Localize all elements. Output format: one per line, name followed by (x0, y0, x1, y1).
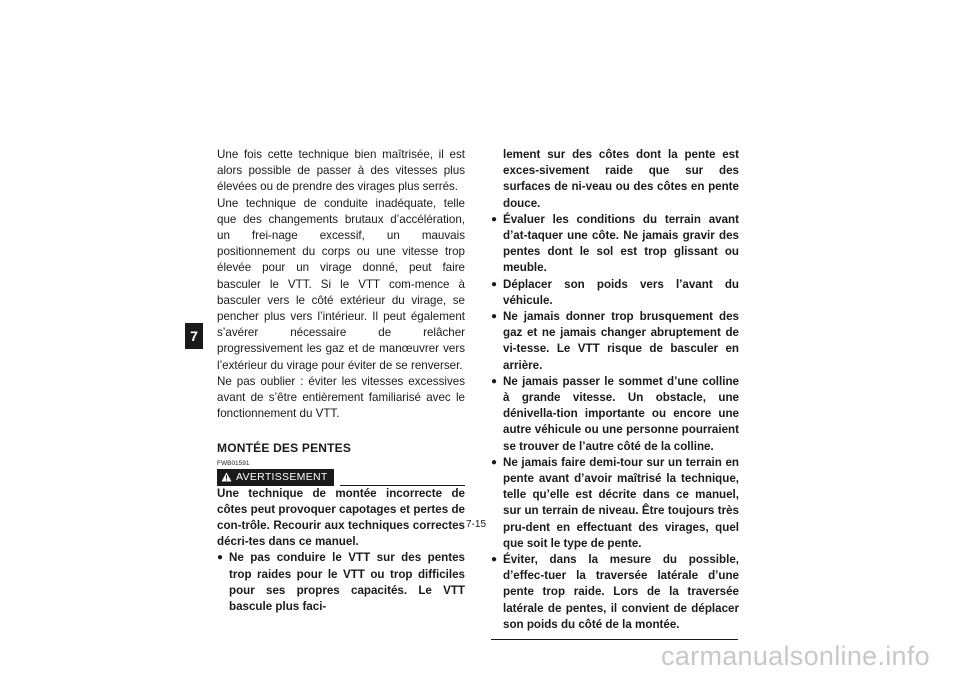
section-heading: MONTÉE DES PENTES (217, 441, 352, 456)
bullet-icon: ● (491, 213, 498, 225)
list-item (491, 455, 739, 552)
warning-label: AVERTISSEMENT (236, 471, 328, 484)
bullet-icon: ● (491, 375, 498, 387)
bullet-icon: ● (491, 278, 498, 290)
list-item-text: Déplacer son poids vers l’avant du véhicule. (503, 277, 739, 307)
watermark[interactable]: carmanualsonline.info (661, 641, 930, 671)
bullet-icon: ● (491, 456, 498, 468)
list-item (491, 552, 739, 633)
warning-triangle-icon (221, 472, 232, 482)
list-item (491, 374, 739, 455)
warning-bullets-right (491, 212, 739, 633)
list-item-text: Ne pas conduire le VTT sur des pentes trop raides pour le VTT ou trop difficiles pour ses propres capacités. Le VTT bascule plus faci- (229, 551, 465, 614)
warning-text: Une technique de montée incorrecte de côtes peut provoquer capotages et pertes de con-trôle. Recourir aux techniques correctes décri-tes dans ce manuel. (217, 486, 465, 549)
right-column (491, 147, 739, 640)
list-item-text: Éviter, dans la mesure du possible, d’effec-tuer la traversée latérale d’une pente trop raide. Lors de la traversée latérale de pentes, il convient de déplacer son poids du côté de la montée. (503, 553, 739, 631)
list-item-text: Ne jamais donner trop brusquement des gaz et ne jamais changer abruptement de vi-tesse. Le VTT risque de basculer en arrière. (503, 310, 739, 372)
list-item (217, 550, 465, 615)
warning-bullets-left (217, 550, 465, 615)
chapter-tab: 7 (185, 323, 203, 349)
list-item-text: Ne jamais passer le sommet d’une colline à grande vitesse. Un obstacle, une dénivella-tion importante ou encore une autre véhicule ou une personne pourraient se trouver de l’autre côté de la colline. (503, 374, 739, 453)
paragraph-reminder: Ne pas oublier : éviter les vitesses excessives avant de s’être entièrement familiarisé avec le fonctionnement du VTT. (217, 374, 465, 421)
list-item (491, 277, 739, 309)
list-item-text: Ne jamais faire demi-tour sur un terrain en pente avant d’avoir maîtrisé la technique, telle qu’elle est décrite dans ce manuel, sur un terrain de niveau. Être toujours très pru-dent en effectuant des virages, quel que soit le type de pente. (503, 455, 739, 550)
bullet-icon: ● (491, 311, 498, 323)
bullet-icon: ● (217, 552, 224, 564)
list-item (491, 309, 739, 374)
list-item (491, 212, 739, 277)
warning-header (217, 469, 465, 486)
paragraph-technique: Une technique de conduite inadéquate, telle que des changements brutaux d’accélération, un frei-nage excessif, un mauvais positionnement du corps ou une vitesse trop élevée pour un virage donné, peut faire basculer le VTT. Si le VTT com-mence à basculer vers le côté extérieur du virage, se pencher plus vers l’intérieur. Il peut également s’avérer nécessaire de relâcher progressivement les gaz et de manœuvrer vers l’extérieur du virage pour éviter de se renverser. (217, 196, 465, 372)
reference-code: FWB01591 (217, 459, 250, 467)
bullet-icon: ● (491, 554, 498, 566)
left-column (217, 147, 465, 615)
warning-end-rule (491, 639, 738, 640)
list-item-text: Évaluer les conditions du terrain avant d’at-taquer une côte. Ne jamais gravir des pentes dont le sol est trop glissant ou meuble. (503, 212, 739, 275)
warning-badge (217, 469, 334, 486)
paragraph-intro: Une fois cette technique bien maîtrisée, il est alors possible de passer à des vitesses plus élevées ou de prendre des virages plus serrés. (217, 148, 465, 194)
bullet-continuation: lement sur des côtes dont la pente est exces-sivement raide que sur des surfaces de ni-veau ou des côtes en pente douce. (503, 148, 739, 210)
page-number: 7-15 (466, 519, 487, 530)
